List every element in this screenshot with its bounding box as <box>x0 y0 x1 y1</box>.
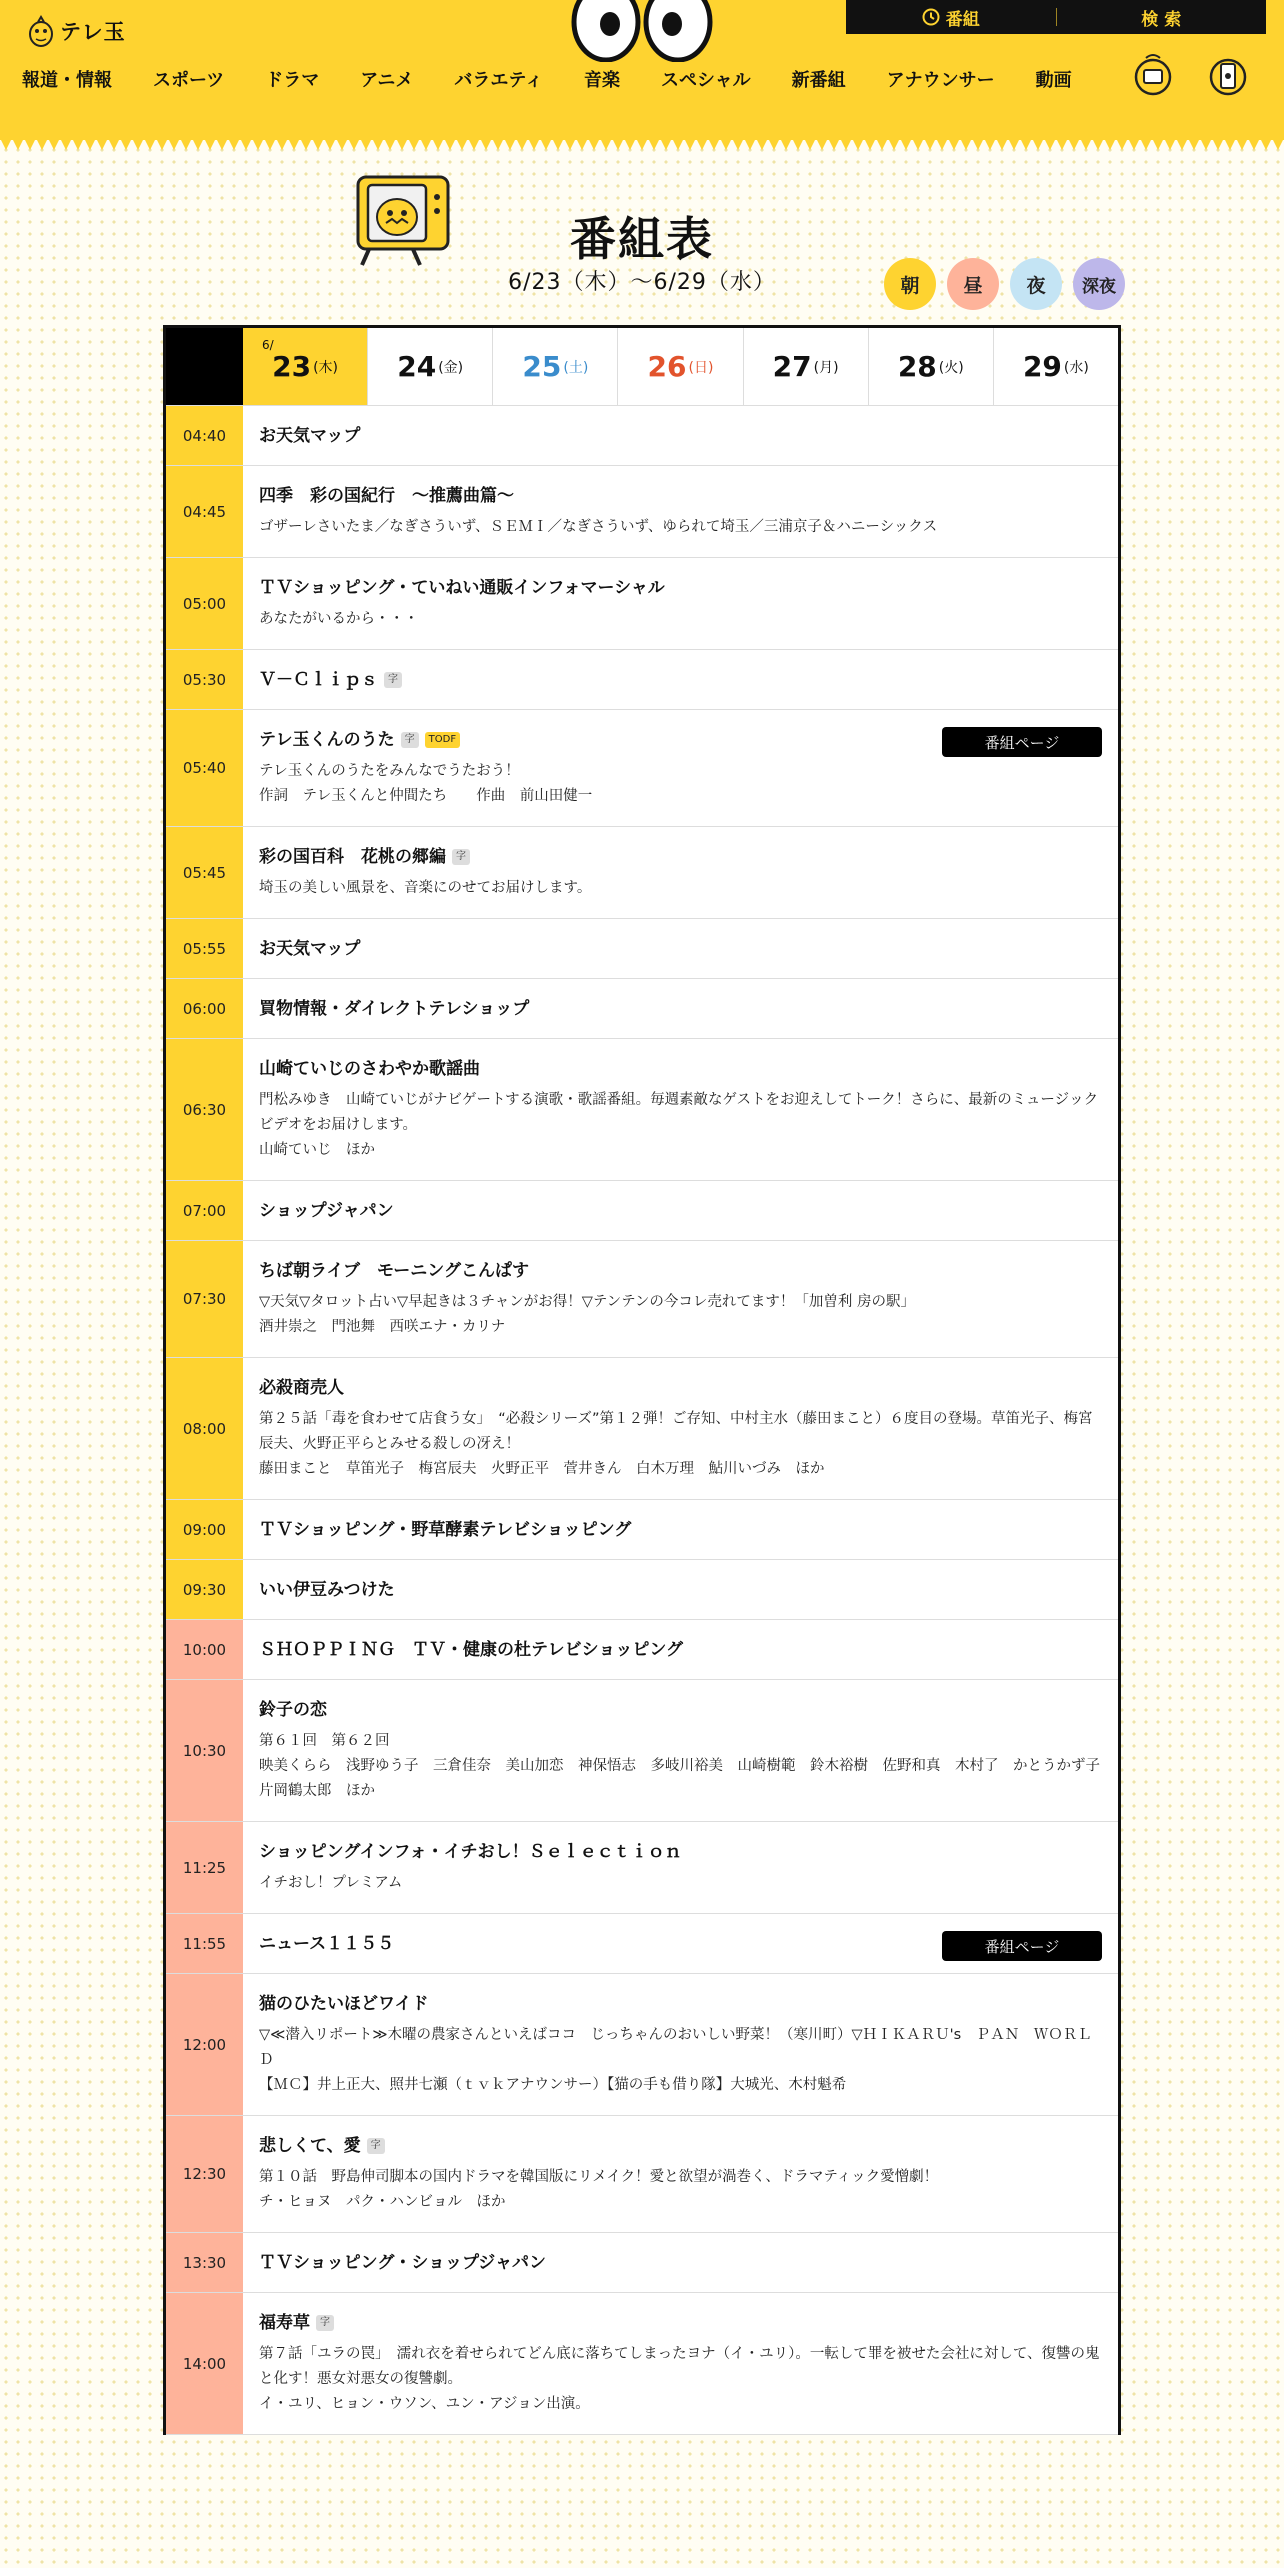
program-time: 10:00 <box>166 1620 243 1679</box>
program-title-text: お天気マップ <box>259 426 361 446</box>
site-logo[interactable] <box>28 14 126 48</box>
program-title-text: いい伊豆みつけた <box>259 1580 395 1600</box>
program-title-text: ちば朝ライブ モーニングこんぱす <box>259 1261 529 1281</box>
program-title[interactable] <box>259 2311 1102 2335</box>
program-title-text: Ｖ－Ｃｌｉｐｓ <box>259 670 378 690</box>
program-info <box>243 1039 1118 1180</box>
day-tab-weekday: (金) <box>438 359 464 376</box>
program-info <box>243 919 1118 978</box>
program-row[interactable] <box>166 1680 1118 1822</box>
search-link[interactable] <box>1057 0 1267 34</box>
nav-item-7[interactable]: 新番組 <box>791 70 846 91</box>
program-time: 05:55 <box>166 919 243 978</box>
day-tab[interactable] <box>868 328 993 405</box>
program-guide-link[interactable] <box>846 0 1056 34</box>
day-tab[interactable] <box>743 328 868 405</box>
time-of-day-selector <box>884 258 1125 310</box>
program-info <box>243 1560 1118 1619</box>
program-info <box>243 2233 1118 2292</box>
program-title[interactable] <box>259 1259 1102 1283</box>
program-title[interactable] <box>259 997 1102 1021</box>
program-row[interactable] <box>166 650 1118 710</box>
program-time: 10:30 <box>166 1680 243 1821</box>
day-tab-weekday: (火) <box>938 359 964 376</box>
program-row[interactable] <box>166 827 1118 919</box>
program-title[interactable] <box>259 1057 1102 1081</box>
program-row[interactable] <box>166 466 1118 558</box>
program-description: ▽≪潜入リポート≫木曜の農家さんといえばココ じっちゃんのおいしい野菜！（寒川町）▽ＨＩＫＡＲＵ's ＰＡＮ ＷＯＲＬＤ 【ＭＣ】井上正大、照井七瀬（ｔｖｋアナウンサー）【猫の手も借り隊】大城光、木村魁希 <box>259 2027 1092 2093</box>
program-title-text: 彩の国百科 花桃の郷編 <box>259 847 446 867</box>
day-tabs <box>166 328 1118 406</box>
top-links <box>846 0 1266 34</box>
program-time: 13:30 <box>166 2233 243 2292</box>
program-page-button[interactable]: 番組ページ <box>942 1931 1102 1961</box>
program-title[interactable] <box>259 1840 1102 1864</box>
program-row[interactable] <box>166 2116 1118 2233</box>
program-info <box>243 1822 1118 1913</box>
todf-badge: TODF <box>425 732 460 748</box>
top-links-divider <box>1056 8 1057 26</box>
program-title-text: 山崎ていじのさわやか歌謡曲 <box>259 1059 480 1079</box>
program-time: 12:30 <box>166 2116 243 2232</box>
program-description: テレ玉くんのうたをみんなでうたおう！ 作詞 テレ玉くんと仲間たち 作曲 前山田健一 <box>259 763 593 804</box>
program-info <box>243 1500 1118 1559</box>
program-title-text: 福寿草 <box>259 2313 310 2333</box>
program-description: 門松みゆき 山崎ていじがナビゲートする演歌・歌謡番組。毎週素敵なゲストをお迎えしてトーク！さらに、最新のミュージックビデオをお届けします。 山崎ていじ ほか <box>259 1092 1099 1158</box>
program-title[interactable] <box>259 1518 1102 1542</box>
day-tab-weekday: (月) <box>813 359 839 376</box>
program-title-text: ＴＶショッピング・野草酵素テレビショッピング <box>259 1520 632 1540</box>
program-schedule <box>163 325 1121 2435</box>
program-title[interactable] <box>259 1199 1102 1223</box>
program-title[interactable] <box>259 1578 1102 1602</box>
program-row[interactable] <box>166 1358 1118 1500</box>
day-tab-date: 26 <box>647 350 687 383</box>
program-time: 14:00 <box>166 2293 243 2434</box>
main-nav <box>22 66 1113 92</box>
program-title-text: 四季 彩の国紀行 ～推薦曲篇～ <box>259 486 514 506</box>
subtitle-badge: 字 <box>452 849 470 865</box>
subtitle-badge: 字 <box>401 732 419 748</box>
logo-text: テレ玉 <box>60 20 126 44</box>
teletama-logo-icon <box>28 14 54 48</box>
program-info <box>243 827 1118 918</box>
program-title-text: ＴＶショッピング・ショップジャパン <box>259 2253 546 2273</box>
teletama-pass-icon[interactable] <box>1208 52 1248 98</box>
day-tab-weekday: (木) <box>313 359 339 376</box>
program-description: 埼玉の美しい風景を、音楽にのせてお届けします。 <box>259 880 592 896</box>
program-info <box>243 466 1118 557</box>
program-row[interactable] <box>166 1560 1118 1620</box>
day-tab[interactable] <box>617 328 742 405</box>
program-title[interactable] <box>259 937 1102 961</box>
program-title[interactable] <box>259 1376 1102 1400</box>
day-tab-date: 27 <box>772 350 812 383</box>
program-time: 07:30 <box>166 1241 243 1357</box>
program-info <box>243 979 1118 1038</box>
program-time: 05:00 <box>166 558 243 649</box>
program-title[interactable] <box>259 845 1102 869</box>
program-row[interactable] <box>166 1822 1118 1914</box>
program-title[interactable] <box>259 1638 1102 1662</box>
program-title[interactable] <box>259 424 1102 448</box>
program-title-text: ショップジャパン <box>259 1201 394 1221</box>
program-description: 第１０話 野島伸司脚本の国内ドラマを韓国版にリメイク！愛と欲望が渦巻く、ドラマティック愛憎劇！ チ・ヒョヌ パク・ハンビョル ほか <box>259 2169 939 2210</box>
subtitle-badge: 字 <box>384 672 402 688</box>
program-title-text: 猫のひたいほどワイド <box>259 1994 429 2014</box>
day-tab-date: 24 <box>397 350 437 383</box>
nav-item-4[interactable]: バラエティ <box>454 70 543 91</box>
program-row[interactable] <box>166 1500 1118 1560</box>
program-description: 第２５話「毒を食わせて店食う女」 “必殺シリーズ”第１２弾！ご存知、中村主水（藤田まこと）６度目の登場。草笛光子、梅宮辰夫、火野正平らとみせる殺しの冴え！ 藤田まこと 草笛光子 梅宮辰夫 火野正平 菅井きん 白木万理 鮎川いづみ ほか <box>259 1411 1093 1477</box>
day-tab-date: 28 <box>897 350 937 383</box>
program-time: 07:00 <box>166 1181 243 1240</box>
nav-item-6[interactable]: スペシャル <box>660 70 751 91</box>
program-title-text: ニュース１１５５ <box>259 1934 395 1954</box>
program-title-text: 必殺商売人 <box>259 1378 344 1398</box>
subtitle-badge: 字 <box>316 2315 334 2331</box>
program-time: 05:45 <box>166 827 243 918</box>
program-row[interactable] <box>166 1914 1118 1974</box>
program-title[interactable] <box>259 1992 1102 2016</box>
program-info <box>243 558 1118 649</box>
program-description: 第７話「ユラの罠」 濡れ衣を着せられてどん底に落ちてしまったヨナ（イ・ユリ）。一転して罪を被せた会社に対して、復讐の鬼と化す！悪女対悪女の復讐劇。 イ・ユリ、ヒョン・ウソン、ユン・アジョン出演。 <box>259 2346 1100 2412</box>
program-page-button[interactable]: 番組ページ <box>942 727 1102 757</box>
program-time: 06:00 <box>166 979 243 1038</box>
program-title-text: テレ玉くんのうた <box>259 730 395 750</box>
program-row[interactable] <box>166 2233 1118 2293</box>
nav-item-8[interactable]: アナウンサー <box>886 70 995 91</box>
program-row[interactable] <box>166 1241 1118 1358</box>
day-tab-weekday: (日) <box>688 359 714 376</box>
program-row[interactable] <box>166 919 1118 979</box>
program-title[interactable] <box>259 576 1102 600</box>
date-range: 6/23（木）〜6/29（水） <box>508 270 776 295</box>
program-row[interactable] <box>166 1974 1118 2116</box>
day-tab[interactable] <box>492 328 617 405</box>
program-time: 11:55 <box>166 1914 243 1973</box>
program-time: 11:25 <box>166 1822 243 1913</box>
program-time: 05:40 <box>166 710 243 826</box>
program-info <box>243 1181 1118 1240</box>
program-description: イチおし！プレミアム <box>259 1875 403 1891</box>
program-info <box>243 1358 1118 1499</box>
program-title-text: ショッピングインフォ・イチおし！Ｓｅｌｅｃｔｉｏｎ <box>259 1842 682 1862</box>
program-time: 05:30 <box>166 650 243 709</box>
nav-item-2[interactable]: ドラマ <box>265 70 320 91</box>
program-title[interactable] <box>259 668 1102 692</box>
day-tab[interactable] <box>367 328 492 405</box>
program-title-text: ＳＨＯＰＰＩＮＧ ＴＶ・健康の杜テレビショッピング <box>259 1640 683 1660</box>
program-info <box>243 1974 1118 2115</box>
program-description: ▽天気▽タロット占い▽早起きは３チャンがお得！▽テンテンの今コレ売れてます！「加曽利 房の駅」 酒井崇之 門池舞 西咲エナ・カリナ <box>259 1294 916 1335</box>
program-title-text: 買物情報・ダイレクトテレショップ <box>259 999 530 1019</box>
nav-item-3[interactable]: アニメ <box>360 70 414 91</box>
nav-item-9[interactable]: 動画 <box>1035 70 1072 91</box>
nav-item-0[interactable]: 報道・情報 <box>22 70 112 91</box>
program-info <box>243 710 1118 826</box>
program-title[interactable] <box>259 484 1102 508</box>
program-info <box>243 406 1118 465</box>
program-time: 08:00 <box>166 1358 243 1499</box>
program-info <box>243 2116 1118 2232</box>
program-title-text: お天気マップ <box>259 939 361 959</box>
program-row[interactable] <box>166 710 1118 827</box>
day-tab-weekday: (水) <box>1063 359 1089 376</box>
day-tab-month: 6/ <box>262 338 274 352</box>
program-row[interactable] <box>166 979 1118 1039</box>
subtitle-badge: 字 <box>367 2138 385 2154</box>
page-title: 番組表 <box>570 212 714 266</box>
day-tab[interactable] <box>243 328 367 405</box>
program-title[interactable] <box>259 2251 1102 2275</box>
program-row[interactable] <box>166 1620 1118 1680</box>
program-info <box>243 650 1118 709</box>
day-tab-weekday: (土) <box>563 359 589 376</box>
clock-icon <box>922 8 940 26</box>
day-tab[interactable] <box>993 328 1118 405</box>
program-description: ゴザーレさいたま／なぎさういず、ＳＥＭＩ／なぎさういず、ゆられて埼玉／三浦京子＆ハニーシックス <box>259 519 938 535</box>
program-time: 04:45 <box>166 466 243 557</box>
program-time: 04:40 <box>166 406 243 465</box>
program-title[interactable] <box>259 1698 1102 1722</box>
program-time: 09:00 <box>166 1500 243 1559</box>
program-time: 09:30 <box>166 1560 243 1619</box>
program-guide-label: 番組 <box>945 9 980 30</box>
program-title-text: ＴＶショッピング・ていねい通販インフォマーシャル <box>259 578 665 598</box>
mascot-eyes-icon <box>568 0 716 62</box>
program-description: あなたがいるから・・・ <box>259 611 419 627</box>
program-time: 06:30 <box>166 1039 243 1180</box>
program-title-text: 鈴子の恋 <box>259 1700 327 1720</box>
program-title-text: 悲しくて、愛 <box>259 2136 361 2156</box>
header-zigzag-edge <box>0 138 1284 152</box>
program-list <box>166 406 1118 2435</box>
day-tab-date: 23 <box>272 350 312 383</box>
program-row[interactable] <box>166 2293 1118 2435</box>
nav-item-1[interactable]: スポーツ <box>153 70 225 91</box>
program-info <box>243 1241 1118 1357</box>
teletama-kun-icon[interactable] <box>1133 52 1173 98</box>
program-description: 第６１回 第６２回 映美くらら 浅野ゆう子 三倉佳奈 美山加恋 神保悟志 多岐川裕美 山崎樹範 鈴木裕樹 佐野和真 木村了 かとうかず子 片岡鶴太郎 ほか <box>259 1733 1100 1799</box>
program-row[interactable] <box>166 1181 1118 1241</box>
program-info <box>243 2293 1118 2434</box>
time-of-day-button[interactable]: 夜 <box>1010 258 1062 310</box>
day-tabs-corner <box>166 328 243 405</box>
site-header <box>0 0 1284 140</box>
search-label: 検 索 <box>1141 9 1182 30</box>
program-info <box>243 1680 1118 1821</box>
time-of-day-button[interactable]: 昼 <box>947 258 999 310</box>
time-of-day-button[interactable]: 朝 <box>884 258 936 310</box>
day-tab-date: 25 <box>522 350 562 383</box>
program-row[interactable] <box>166 1039 1118 1181</box>
page-heading <box>0 165 1284 310</box>
day-tab-date: 29 <box>1022 350 1062 383</box>
time-of-day-button[interactable]: 深夜 <box>1073 258 1125 310</box>
program-time: 12:00 <box>166 1974 243 2115</box>
program-row[interactable] <box>166 558 1118 650</box>
program-title[interactable] <box>259 2134 1102 2158</box>
program-row[interactable] <box>166 406 1118 466</box>
program-info <box>243 1914 1118 1973</box>
program-info <box>243 1620 1118 1679</box>
nav-item-5[interactable]: 音楽 <box>583 70 620 91</box>
